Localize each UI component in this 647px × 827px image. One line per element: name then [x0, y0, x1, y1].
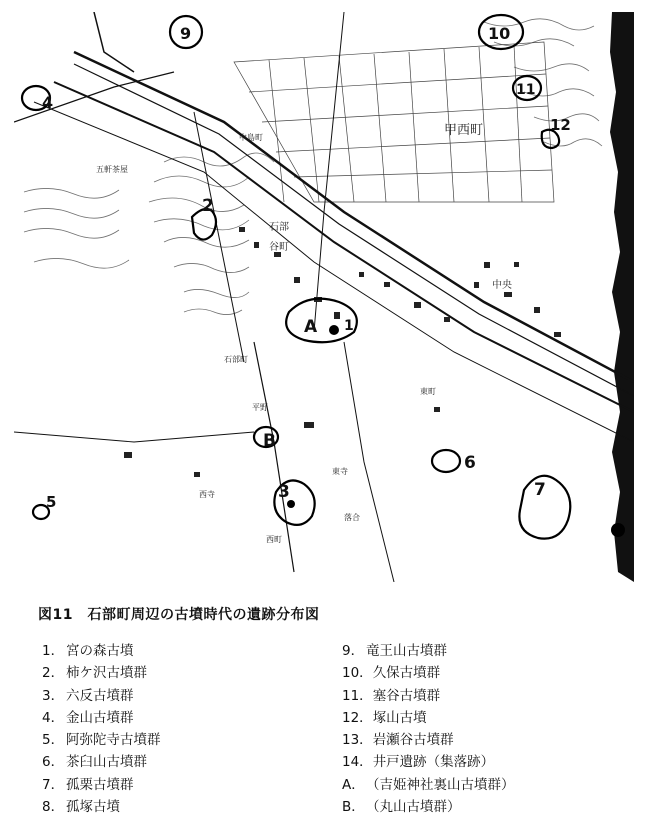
legend-item: [342, 774, 515, 796]
site-distribution-map: [14, 12, 634, 582]
place-label-nishidera: 西寺: [199, 490, 215, 499]
legend-item: [42, 751, 161, 773]
legend-item: [42, 707, 161, 729]
place-label-chuo: 中央: [492, 280, 512, 291]
legend-item-name: 塞谷古墳群: [372, 687, 441, 704]
legend-item-name: 孤栗古墳群: [66, 776, 134, 793]
site-label-10: 10: [488, 24, 511, 43]
legend-item: [342, 796, 515, 818]
legend-item: [342, 751, 515, 773]
legend-item-number: 2．: [42, 665, 65, 682]
legend-item-name: 宮の森古墳: [66, 643, 134, 659]
place-label-kosei: 甲西町: [444, 123, 484, 138]
site-label-1: 1: [344, 318, 354, 334]
legend-item-number: 10．: [342, 665, 373, 682]
legend-item: [42, 685, 161, 707]
site-label-3: 3: [278, 482, 290, 502]
legend-item-name: 六反古墳群: [66, 687, 134, 704]
site-label-2: 2: [202, 196, 214, 216]
legend-item-number: 11．: [342, 687, 373, 704]
site-label-B: B: [263, 431, 276, 451]
legend-item: [342, 662, 515, 684]
legend-item: [42, 796, 161, 818]
legend-item-name: （丸山古墳群）: [366, 799, 461, 816]
place-label-ochiai: 落合: [344, 513, 360, 522]
legend-item-name: 阿弥陀寺古墳群: [66, 732, 161, 749]
legend-right-column: [342, 640, 515, 818]
legend-item: [42, 729, 161, 751]
legend-item-number: 4．: [42, 709, 65, 726]
site-label-6: 6: [464, 453, 476, 473]
place-label-hirano: 平野: [252, 403, 268, 412]
site-label-A: A: [304, 317, 318, 337]
legend-item-number: 8．: [42, 799, 65, 816]
site-label-11: 11: [516, 82, 536, 98]
place-label-gokenchaya: 五軒茶屋: [96, 165, 128, 174]
legend-item-name: 井戸遺跡（集落跡）: [372, 754, 495, 771]
site-label-7: 7: [534, 480, 546, 500]
place-label-higashidera: 東寺: [332, 467, 348, 476]
site-label-12: 12: [550, 116, 571, 134]
legend-item: [342, 707, 515, 729]
place-label-ishibecho: 石部町: [224, 355, 248, 364]
legend-item: [42, 774, 161, 796]
legend-item-name: （吉姫神社裏山古墳群）: [366, 776, 515, 793]
legend-item: [342, 729, 515, 751]
legend-item-name: 柿ケ沢古墳群: [66, 665, 147, 682]
legend-item: [342, 685, 515, 707]
legend-item-number: 3．: [42, 687, 65, 704]
legend-item: [342, 640, 515, 662]
legend-item-number: 14．: [342, 754, 373, 771]
site-7-dot: [611, 523, 625, 537]
legend-item-number: 1．: [42, 643, 65, 659]
place-label-higashimachi: 東町: [420, 387, 436, 396]
legend-item-name: 久保古墳群: [372, 665, 441, 682]
place-label-ishibe: 石部: [269, 222, 289, 233]
legend-item-number: 12．: [342, 709, 373, 726]
place-label-nakajima: 中島町: [239, 133, 263, 142]
site-label-9: 9: [180, 24, 192, 43]
legend-item: [42, 640, 161, 662]
legend-item-number: A．: [342, 776, 365, 793]
place-label-nishimachi: 西町: [266, 535, 282, 544]
legend-item-number: B．: [342, 799, 365, 816]
legend-item-name: 孤塚古墳: [66, 799, 120, 816]
place-label-tanimachi: 谷町: [269, 242, 289, 253]
site-1-dot: [329, 325, 339, 335]
legend-item-number: 7．: [42, 776, 65, 793]
legend-item-name: 竜王山古墳群: [366, 643, 447, 659]
legend-item-number: 6．: [42, 754, 65, 771]
legend-left-column: [42, 640, 161, 818]
site-label-5: 5: [46, 493, 57, 511]
legend-item-name: 塚山古墳: [372, 709, 427, 726]
legend-item-number: 5．: [42, 732, 65, 749]
figure-caption: 図11 石部町周辺の古墳時代の遺跡分布図: [38, 607, 320, 623]
legend-item-name: 金山古墳群: [66, 709, 134, 726]
legend-item-number: 9．: [342, 643, 365, 659]
legend-item: [42, 662, 161, 684]
legend-item-name: 茶臼山古墳群: [66, 754, 147, 771]
legend-item-name: 岩瀬谷古墳群: [372, 732, 454, 749]
site-label-4: 4: [42, 93, 54, 112]
legend-item-number: 13．: [342, 732, 373, 749]
